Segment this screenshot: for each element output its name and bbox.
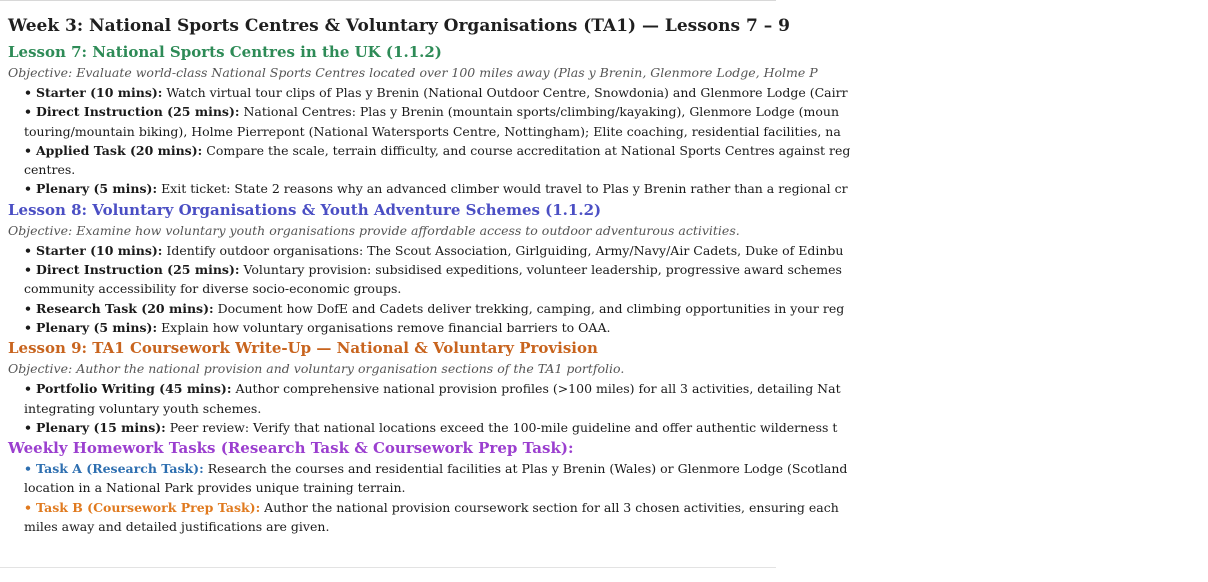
bullet-marker: • (24, 181, 32, 197)
activity-heading: Portfolio Writing (45 mins): (35, 381, 232, 397)
bullet-marker: • (24, 104, 32, 120)
task-text: Author the national provision coursework section for all 3 chosen activities, ensuring each (264, 499, 839, 515)
lesson-9-activities (8, 379, 1208, 437)
activity-text: Document how DofE and Cadets deliver trekking, camping, and climbing opportunities in your reg (217, 300, 845, 316)
task-text-continued: location in a National Park provides unique training terrain. (24, 480, 406, 496)
list-item (8, 141, 1208, 180)
list-item (8, 179, 1208, 198)
activity-heading: Plenary (5 mins): (35, 181, 158, 197)
activity-text: Voluntary provision: subsidised expeditions, volunteer leadership, progressive award schemes (243, 262, 842, 278)
activity-heading: Direct Instruction (25 mins): (35, 104, 240, 120)
activity-text-continued: integrating voluntary youth schemes. (24, 400, 262, 416)
activity-heading: Plenary (5 mins): (35, 319, 158, 335)
page-bottom-divider (0, 567, 776, 568)
activity-text-continued: community accessibility for diverse socio-economic groups. (24, 281, 402, 297)
activity-heading: Direct Instruction (25 mins): (35, 262, 240, 278)
activity-text: Identify outdoor organisations: The Scout Association, Girlguiding, Army/Navy/Air Cadets, Duke of Edinbu (166, 242, 844, 258)
lesson-9-objective: Objective: Author the national provision and voluntary organisation sections of the TA1 portfolio. (8, 361, 625, 377)
list-item (8, 418, 1208, 437)
activity-heading: Applied Task (20 mins): (35, 142, 203, 158)
list-item (8, 241, 1208, 260)
week-title: Week 3: National Sports Centres & Voluntary Organisations (TA1) — Lessons 7 – 9 (8, 16, 790, 36)
list-item (8, 102, 1208, 141)
lesson-8-activities (8, 241, 1208, 337)
bullet-marker: • (24, 499, 32, 515)
document-content (8, 13, 1208, 536)
activity-text-continued: touring/mountain biking), Holme Pierrepont (National Watersports Centre, Nottingham); Elite coaching, residential facilities, na (24, 123, 841, 139)
activity-text: Peer review: Verify that national locations exceed the 100-mile guideline and offer authentic wilderness t (169, 419, 838, 435)
list-item (8, 379, 1208, 418)
homework-title: Weekly Homework Tasks (Research Task & Coursework Prep Task): (8, 439, 574, 458)
list-item (8, 83, 1208, 102)
activity-text: Exit ticket: State 2 reasons why an advanced climber would travel to Plas y Brenin rather than a regional cr (161, 181, 848, 197)
activity-text: Compare the scale, terrain difficulty, and course accreditation at National Sports Centres against reg (206, 142, 851, 158)
activity-text-continued: centres. (24, 162, 76, 178)
bullet-marker: • (24, 319, 32, 335)
lesson-8-title: Lesson 8: Voluntary Organisations & Youth Adventure Schemes (1.1.2) (8, 200, 602, 219)
bullet-marker: • (24, 242, 32, 258)
task-text-continued: miles away and detailed justifications are given. (24, 519, 330, 535)
activity-heading: Starter (10 mins): (35, 242, 163, 258)
activity-heading: Starter (10 mins): (35, 85, 163, 100)
list-item (8, 318, 1208, 337)
bullet-marker: • (24, 300, 32, 316)
lesson-8-objective: Objective: Examine how voluntary youth organisations provide affordable access to outdoor adventurous activities. (8, 222, 740, 238)
list-item (8, 299, 1208, 318)
list-item (8, 459, 1208, 498)
homework-tasks (8, 459, 1208, 536)
lesson-9-title: Lesson 9: TA1 Coursework Write-Up — National & Voluntary Provision (8, 339, 598, 358)
lesson-7-activities (8, 83, 1208, 199)
lesson-7-objective: Objective: Evaluate world-class National Sports Centres located over 100 miles away (Plas y Brenin, Glenmore Lodge, Holme P (8, 65, 818, 80)
activity-heading: Research Task (20 mins): (35, 300, 214, 316)
bullet-marker: • (24, 262, 32, 278)
lesson-7-title: Lesson 7: National Sports Centres in the UK (1.1.2) (8, 43, 442, 61)
bullet-marker: • (24, 419, 32, 435)
activity-text: Author comprehensive national provision profiles (>100 miles) for all 3 activities, detailing Nat (235, 381, 841, 397)
task-heading: Task A (Research Task): (35, 461, 204, 477)
activity-heading: Plenary (15 mins): (35, 419, 166, 435)
bullet-marker: • (24, 85, 32, 100)
activity-text: National Centres: Plas y Brenin (mountain sports/climbing/kayaking), Glenmore Lodge (moun (243, 104, 840, 120)
bullet-marker: • (24, 461, 32, 477)
list-item (8, 498, 1208, 537)
activity-text: Watch virtual tour clips of Plas y Brenin (National Outdoor Centre, Snowdonia) and Glenmore Lodge (Cairr (166, 85, 848, 100)
task-heading: Task B (Coursework Prep Task): (35, 499, 261, 515)
bullet-marker: • (24, 142, 32, 158)
task-text: Research the courses and residential facilities at Plas y Brenin (Wales) or Glenmore Lodge (Scotland (207, 461, 848, 477)
bullet-marker: • (24, 381, 32, 397)
activity-text: Explain how voluntary organisations remove financial barriers to OAA. (161, 319, 611, 335)
list-item (8, 260, 1208, 299)
